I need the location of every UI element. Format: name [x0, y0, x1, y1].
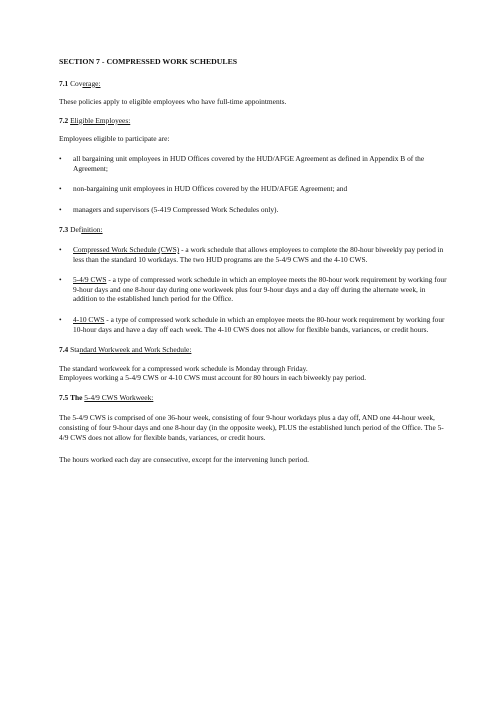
heading-number: 7.2: [59, 115, 69, 125]
definition-item: [59, 275, 447, 304]
list-item-text: non-bargaining unit employees in HUD Offices covered by the HUD/AFGE Agreement; and: [73, 184, 348, 194]
heading-number: 7.4: [59, 345, 69, 355]
heading-number: 7.3: [59, 225, 69, 235]
heading-7-1: [59, 79, 447, 89]
list-item: [59, 184, 447, 194]
heading-text: Sta: [70, 345, 80, 355]
bullet-icon: •: [59, 153, 62, 163]
section-title: SECTION 7 - COMPRESSED WORK SCHEDULES: [59, 57, 238, 66]
list-item: [59, 154, 447, 173]
list-item-text: managers and supervisors (5-419 Compressed Work Schedules only).: [73, 204, 279, 214]
definition-item: [59, 315, 447, 334]
cws-workweek-text-2: The hours worked each day are consecutive, except for the intervening lunch period.: [59, 455, 309, 465]
list-item: [59, 205, 447, 215]
definition-item: [59, 245, 447, 264]
heading-text: The: [70, 392, 85, 402]
heading-underlined: ndard Workweek and Work Schedule:: [79, 345, 192, 355]
heading-underlined: inition:: [81, 225, 103, 235]
definition-term: 4-10 CWS: [73, 314, 105, 324]
cws-workweek-text: The 5-4/9 CWS is comprised of one 36-hour week, consisting of four 9-hour workdays plus a day off, AND one 44-hour week, consisting of four 9-hour days and one 8-hour day (in the opposite week), PLUS the established lunch period of the Office. The 5-4/9 CWS does not allow for flexible bands, variances, or credit hours.: [59, 413, 444, 442]
workweek-text-2: Employees working a 5-4/9 CWS or 4-10 CWS must account for 80 hours in each biweekly pay period.: [59, 373, 367, 383]
definition-text: - a type of compressed work schedule in which an employee meets the 80-hour work requirement by working four 10-hour days and have a day off each week. The 4-10 CWS does not allow for flexible bands, variances, or credit hours.: [73, 314, 445, 334]
bullet-icon: •: [59, 184, 62, 194]
heading-7-5: [59, 393, 447, 403]
heading-text: Cov: [70, 78, 83, 88]
heading-number: 7.1: [59, 78, 69, 88]
bullet-icon: •: [59, 275, 62, 285]
definition-text: - a work schedule that allows employees to complete the 80-hour biweekly pay period in less than the standard 10 workdays. The two HUD programs are the 5-4/9 CWS and the 4-10 CWS.: [73, 244, 444, 264]
eligible-intro: Employees eligible to participate are:: [59, 134, 170, 144]
document-body: [59, 57, 447, 474]
heading-underlined: 5-4/9 CWS Workweek:: [84, 392, 154, 402]
heading-7-2: [59, 116, 447, 126]
heading-7-3: [59, 225, 447, 235]
coverage-text: These policies apply to eligible employees who have full-time appointments.: [59, 97, 287, 107]
bullet-icon: •: [59, 244, 62, 254]
heading-number: 7.5: [59, 392, 69, 402]
heading-text: Def: [70, 225, 82, 235]
workweek-text-1: The standard workweek for a compressed work schedule is Monday through Friday.: [59, 363, 308, 373]
definition-term: Compressed Work Schedule (CWS): [73, 244, 180, 254]
heading-7-4: [59, 345, 447, 355]
bullet-icon: •: [59, 204, 62, 214]
heading-underlined: Eligible Employees:: [70, 115, 131, 125]
definition-term: 5-4/9 CWS: [73, 275, 107, 285]
heading-underlined: erage:: [82, 78, 101, 88]
list-item-text: all bargaining unit employees in HUD Offices covered by the HUD/AFGE Agreement as defined in Appendix B of the Agreement;: [73, 153, 425, 173]
definition-text: - a type of compressed work schedule in which an employee meets the 80-hour work requirement by working four 9-hour days and one 8-hour day during one workweek plus four 9-hour days and a day off during the alternate week, in addition to the established lunch period for the Office.: [73, 275, 447, 304]
bullet-icon: •: [59, 314, 62, 324]
